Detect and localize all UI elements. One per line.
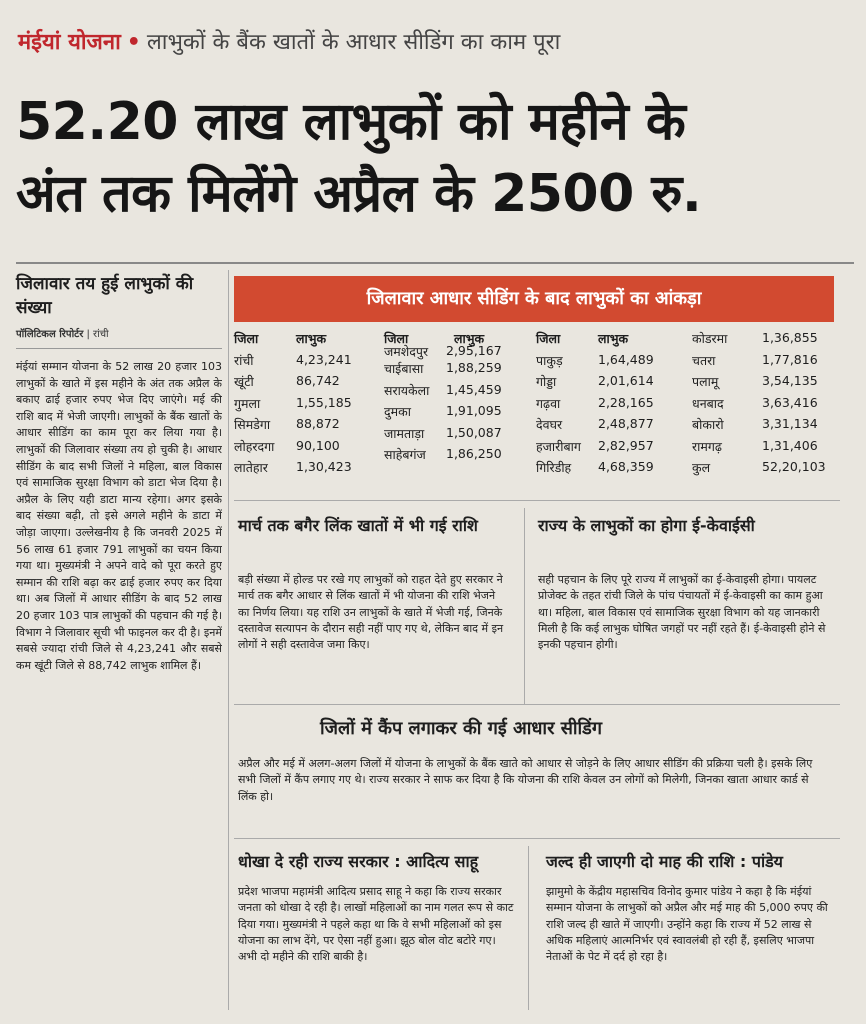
cell-count: 1,91,095: [446, 403, 502, 418]
sahu-title: धोखा दे रही राज्य सरकार : आदित्य साहू: [238, 852, 479, 871]
header-count: लाभुक: [296, 331, 327, 346]
table-col-1: [234, 330, 384, 481]
cell-district: देवघर: [536, 417, 563, 432]
section-divider: [528, 846, 529, 1010]
left-article-text: मंईयां सम्मान योजना के 52 लाख 20 हजार 103 लाभुकों के खाते में इस महीने के अंत तक अप्रैल के बकाए ढाई हजार रुपए भेज दिए जाएंगे। मई की राशि बाद में भेजी जाएगी। लाभुकों के बैंक खातों के आधार सीडिंग का काम पूरा कर लिया गया है। लाभुकों की जिलावार संख्या तय हो चुकी है। आधार सीडिंग के बाद सभी जिलों ने महिला, बाल विकास एवं सामाजिक सुरक्षा विभाग को डाटा भेज दिया है। अप्रैल के लिए यही डाटा मान्य रहेगा। अगर इसके बाद संख्या बढ़ी, तो इसे अगले महीने के डाटा में जोड़ा जाएगा। उल्लेखनीय है कि जनवरी 2025 में 56 लाख 61 हजार 791 लाभुकों का चयन किया गया था। मुख्यमंत्री ने अपने वादे को पूरा करते हुए सम्मान की राशि बढ़ा कर ढाई हजार रुपए कर दिया था। अब जिलों में आधार सीडिंग के बाद 52 लाख 20 हजार 103 पात्र लाभुकों की पहचान की गई है। विभाग ने जिलावार सूची भी फाइनल कर दी है। इनमें सबसे ज्यादा रांची जिले से 4,23,241 और सबसे कम खूंटी जिले से 88,742 लाभुक शामिल हैं।: [16, 360, 222, 672]
table-row: [384, 382, 534, 404]
left-column: [16, 272, 222, 965]
cell-district: पाकुड़: [536, 352, 563, 368]
cell-count: 1,88,259: [446, 360, 502, 375]
cell-count: 1,64,489: [598, 351, 654, 367]
cell-district: खूंटी: [234, 374, 254, 389]
cell-district: चाईबासा: [384, 361, 424, 376]
table-row: [384, 403, 534, 425]
cell-district: लोहरदगा: [234, 438, 275, 454]
section-divider: [234, 838, 840, 839]
cell-count: 1,45,459: [446, 381, 502, 397]
cell-count: 90,100: [296, 437, 340, 453]
cell-count: 1,77,816: [762, 351, 818, 367]
table-row: [536, 352, 692, 374]
cell-count: 3,63,416: [762, 394, 818, 410]
table-row: [234, 416, 384, 438]
cell-count: 3,31,134: [762, 416, 818, 431]
pandey-title: जल्द ही जाएगी दो माह की राशि : पांडेय: [546, 852, 783, 871]
cell-count: 2,82,957: [598, 437, 654, 453]
cell-count: 4,23,241: [296, 351, 352, 367]
cell-count: 2,95,167: [446, 342, 502, 358]
cell-district: दुमका: [384, 404, 411, 419]
cell-count: 1,86,250: [446, 446, 502, 461]
table-row: [692, 459, 840, 481]
cell-count: 1,50,087: [446, 424, 502, 440]
cell-count: 2,48,877: [598, 416, 654, 431]
cell-district: जामताड़ा: [384, 425, 425, 441]
table-row: [384, 360, 534, 382]
table-row: [536, 395, 692, 417]
kicker-subtitle: लाभुकों के बैंक खातों के आधार सीडिंग का काम पूरा: [146, 30, 561, 55]
kicker: [18, 28, 560, 58]
table-title-banner: जिलावार आधार सीडिंग के बाद लाभुकों का आंकड़ा: [234, 276, 834, 322]
table-row: [234, 459, 384, 481]
cell-district: जमशेदपुर: [384, 343, 429, 359]
column-divider: [228, 270, 229, 1010]
cell-count: 86,742: [296, 373, 340, 388]
left-heading: जिलावार तय हुई लाभुकों की संख्या: [16, 274, 194, 318]
cell-count: 2,01,614: [598, 373, 654, 388]
cell-district: कुल: [692, 460, 711, 475]
table-row: [536, 438, 692, 460]
camp-text: अप्रैल और मई में अलग-अलग जिलों में योजना के लाभुकों के बैंक खाते को आधार से जोड़ने के लिए आधार सीडिंग की प्रक्रिया चली है। इसके लिए सभी जिलों में कैंप लगाए गए थे। राज्य सरकार ने साफ कर दिया है कि योजना की राशि केवल उन लोगों को मिलेगी, जिनका खाता आधार कार्ड से लिंक हो।: [238, 757, 813, 803]
byline: पॉलिटिकल रिपोर्टर | रांची: [16, 326, 222, 349]
headline: [16, 86, 856, 230]
table-row: [384, 446, 534, 468]
cell-count: 2,28,165: [598, 394, 654, 410]
march-text: बड़ी संख्या में होल्ड पर रखे गए लाभुकों को राहत देते हुए सरकार ने मार्च तक बगैर आधार से लिंक खातों में भी योजना की राशि भेजने का निर्णय लिया। यह राशि उन लाभुकों के खाते में भेजी गई, जिनके दस्तावेज सत्यापन के दौरान सही नहीं पाए गए थे, लेकिन बाद में इन लोगों ने सही दस्तावेज जमा किए।: [238, 573, 504, 652]
sahu-text: प्रदेश भाजपा महामंत्री आदित्य प्रसाद साहू ने कहा कि राज्य सरकार जनता को धोखा दे रही है। लाखों महिलाओं का नाम गलत रूप से काट दिया गया। मुख्यमंत्री ने पहले कहा था कि वे सभी महिलाओं को इस योजना का लाभ देंगे, पर ऐसा नहीं हुआ। झूठ बोल वोट बटोरे गए। अभी दो महीने की राशि बाकी है।: [238, 885, 514, 964]
cell-district: चतरा: [692, 352, 716, 368]
table-row: [692, 330, 840, 352]
headline-divider: [16, 262, 854, 264]
camp-title: जिलों में कैंप लगाकर की गई आधार सीडिंग: [320, 718, 602, 739]
cell-count: 3,54,135: [762, 373, 818, 388]
cell-count: 52,20,103: [762, 459, 826, 474]
table-col-3: [536, 330, 692, 481]
table-row: [692, 352, 840, 374]
headline-line-2: अंत तक मिलेंगे अप्रैल के 2500 रु.: [16, 164, 702, 224]
table-col-2: [384, 330, 534, 468]
table-row: [536, 459, 692, 481]
table-row: [384, 425, 534, 447]
table-header-row: [536, 330, 692, 352]
header-district: जिला: [536, 331, 561, 346]
table-col-4: [692, 330, 840, 481]
headline-line-1: 52.20 लाख लाभुकों को महीने के: [16, 92, 686, 152]
march-title: मार्च तक बगैर लिंक खातों में भी गई राशि: [238, 516, 478, 535]
table-row: [234, 395, 384, 417]
cell-district: पलामू: [692, 374, 719, 389]
table-row: [234, 438, 384, 460]
cell-district: गोड्डा: [536, 374, 557, 389]
kicker-label: मंईयां योजना: [18, 30, 121, 55]
cell-count: 1,30,423: [296, 459, 352, 474]
table-row: [692, 373, 840, 395]
table-row: [692, 395, 840, 417]
byline-place: रांची: [93, 329, 109, 340]
cell-district: गिरिडीह: [536, 460, 572, 475]
cell-count: 88,872: [296, 416, 340, 431]
table-row: [692, 416, 840, 438]
cell-district: सिमडेगा: [234, 417, 271, 432]
cell-district: रांची: [234, 352, 254, 368]
cell-district: बोकारो: [692, 417, 724, 432]
table-row: [536, 416, 692, 438]
byline-name: पॉलिटिकल रिपोर्टर: [16, 329, 84, 340]
table-row: [536, 373, 692, 395]
header-district: जिला: [234, 331, 259, 346]
header-count: लाभुक: [598, 331, 629, 346]
header-count: लाभुक: [454, 331, 485, 346]
cell-district: सरायकेला: [384, 382, 430, 398]
cell-district: साहेबगंज: [384, 447, 426, 462]
ekyc-text: सही पहचान के लिए पूरे राज्य में लाभुकों का ई-केवाइसी होगा। पायलट प्रोजेक्ट के तहत रांची जिले के पांच पंचायतों में ई-केवाइसी का काम हुआ था। महिला, बाल विकास एवं सामाजिक सुरक्षा विभाग को यह जानकारी मिली है कि कई लाभुक घोषित जगहों पर नहीं रहते हैं। ई-केवाइसी होने से इनकी पहचान होगी।: [538, 573, 826, 652]
cell-district: गुमला: [234, 395, 261, 411]
header-district: जिला: [384, 331, 409, 346]
pandey-text: झामुमो के केंद्रीय महासचिव विनोद कुमार पांडेय ने कहा है कि मंईयां सम्मान योजना के लाभुकों को अप्रैल और मई माह की 5,000 रुपए की राशि जल्द ही खाते में जाएगी। उन्होंने कहा कि राज्य में 52 लाख से अधिक महिलाएं आत्मनिर्भर एवं स्वावलंबी हो रही हैं, इसलिए भाजपा नेताओं के पेट में दर्द हो रहा है।: [546, 885, 828, 964]
cell-district: गढ़वा: [536, 395, 561, 411]
cell-district: धनबाद: [692, 395, 724, 411]
ekyc-title: राज्य के लाभुकों का होगा ई-केवाईसी: [538, 516, 755, 535]
cell-district: रामगढ़: [692, 438, 722, 454]
cell-district: कोडरमा: [692, 331, 728, 346]
cell-count: 4,68,359: [598, 459, 654, 474]
kicker-dot: •: [126, 30, 141, 55]
cell-count: 1,55,185: [296, 394, 352, 410]
table-row: [234, 373, 384, 395]
table-row: [234, 352, 384, 374]
section-divider: [234, 704, 840, 705]
table-header-row: [234, 330, 384, 352]
cell-district: लातेहार: [234, 460, 268, 475]
cell-count: 1,36,855: [762, 330, 818, 345]
cell-district: हजारीबाग: [536, 438, 581, 454]
table-divider: [234, 500, 840, 501]
section-divider: [524, 508, 525, 704]
cell-count: 1,31,406: [762, 437, 818, 453]
table-row: [692, 438, 840, 460]
